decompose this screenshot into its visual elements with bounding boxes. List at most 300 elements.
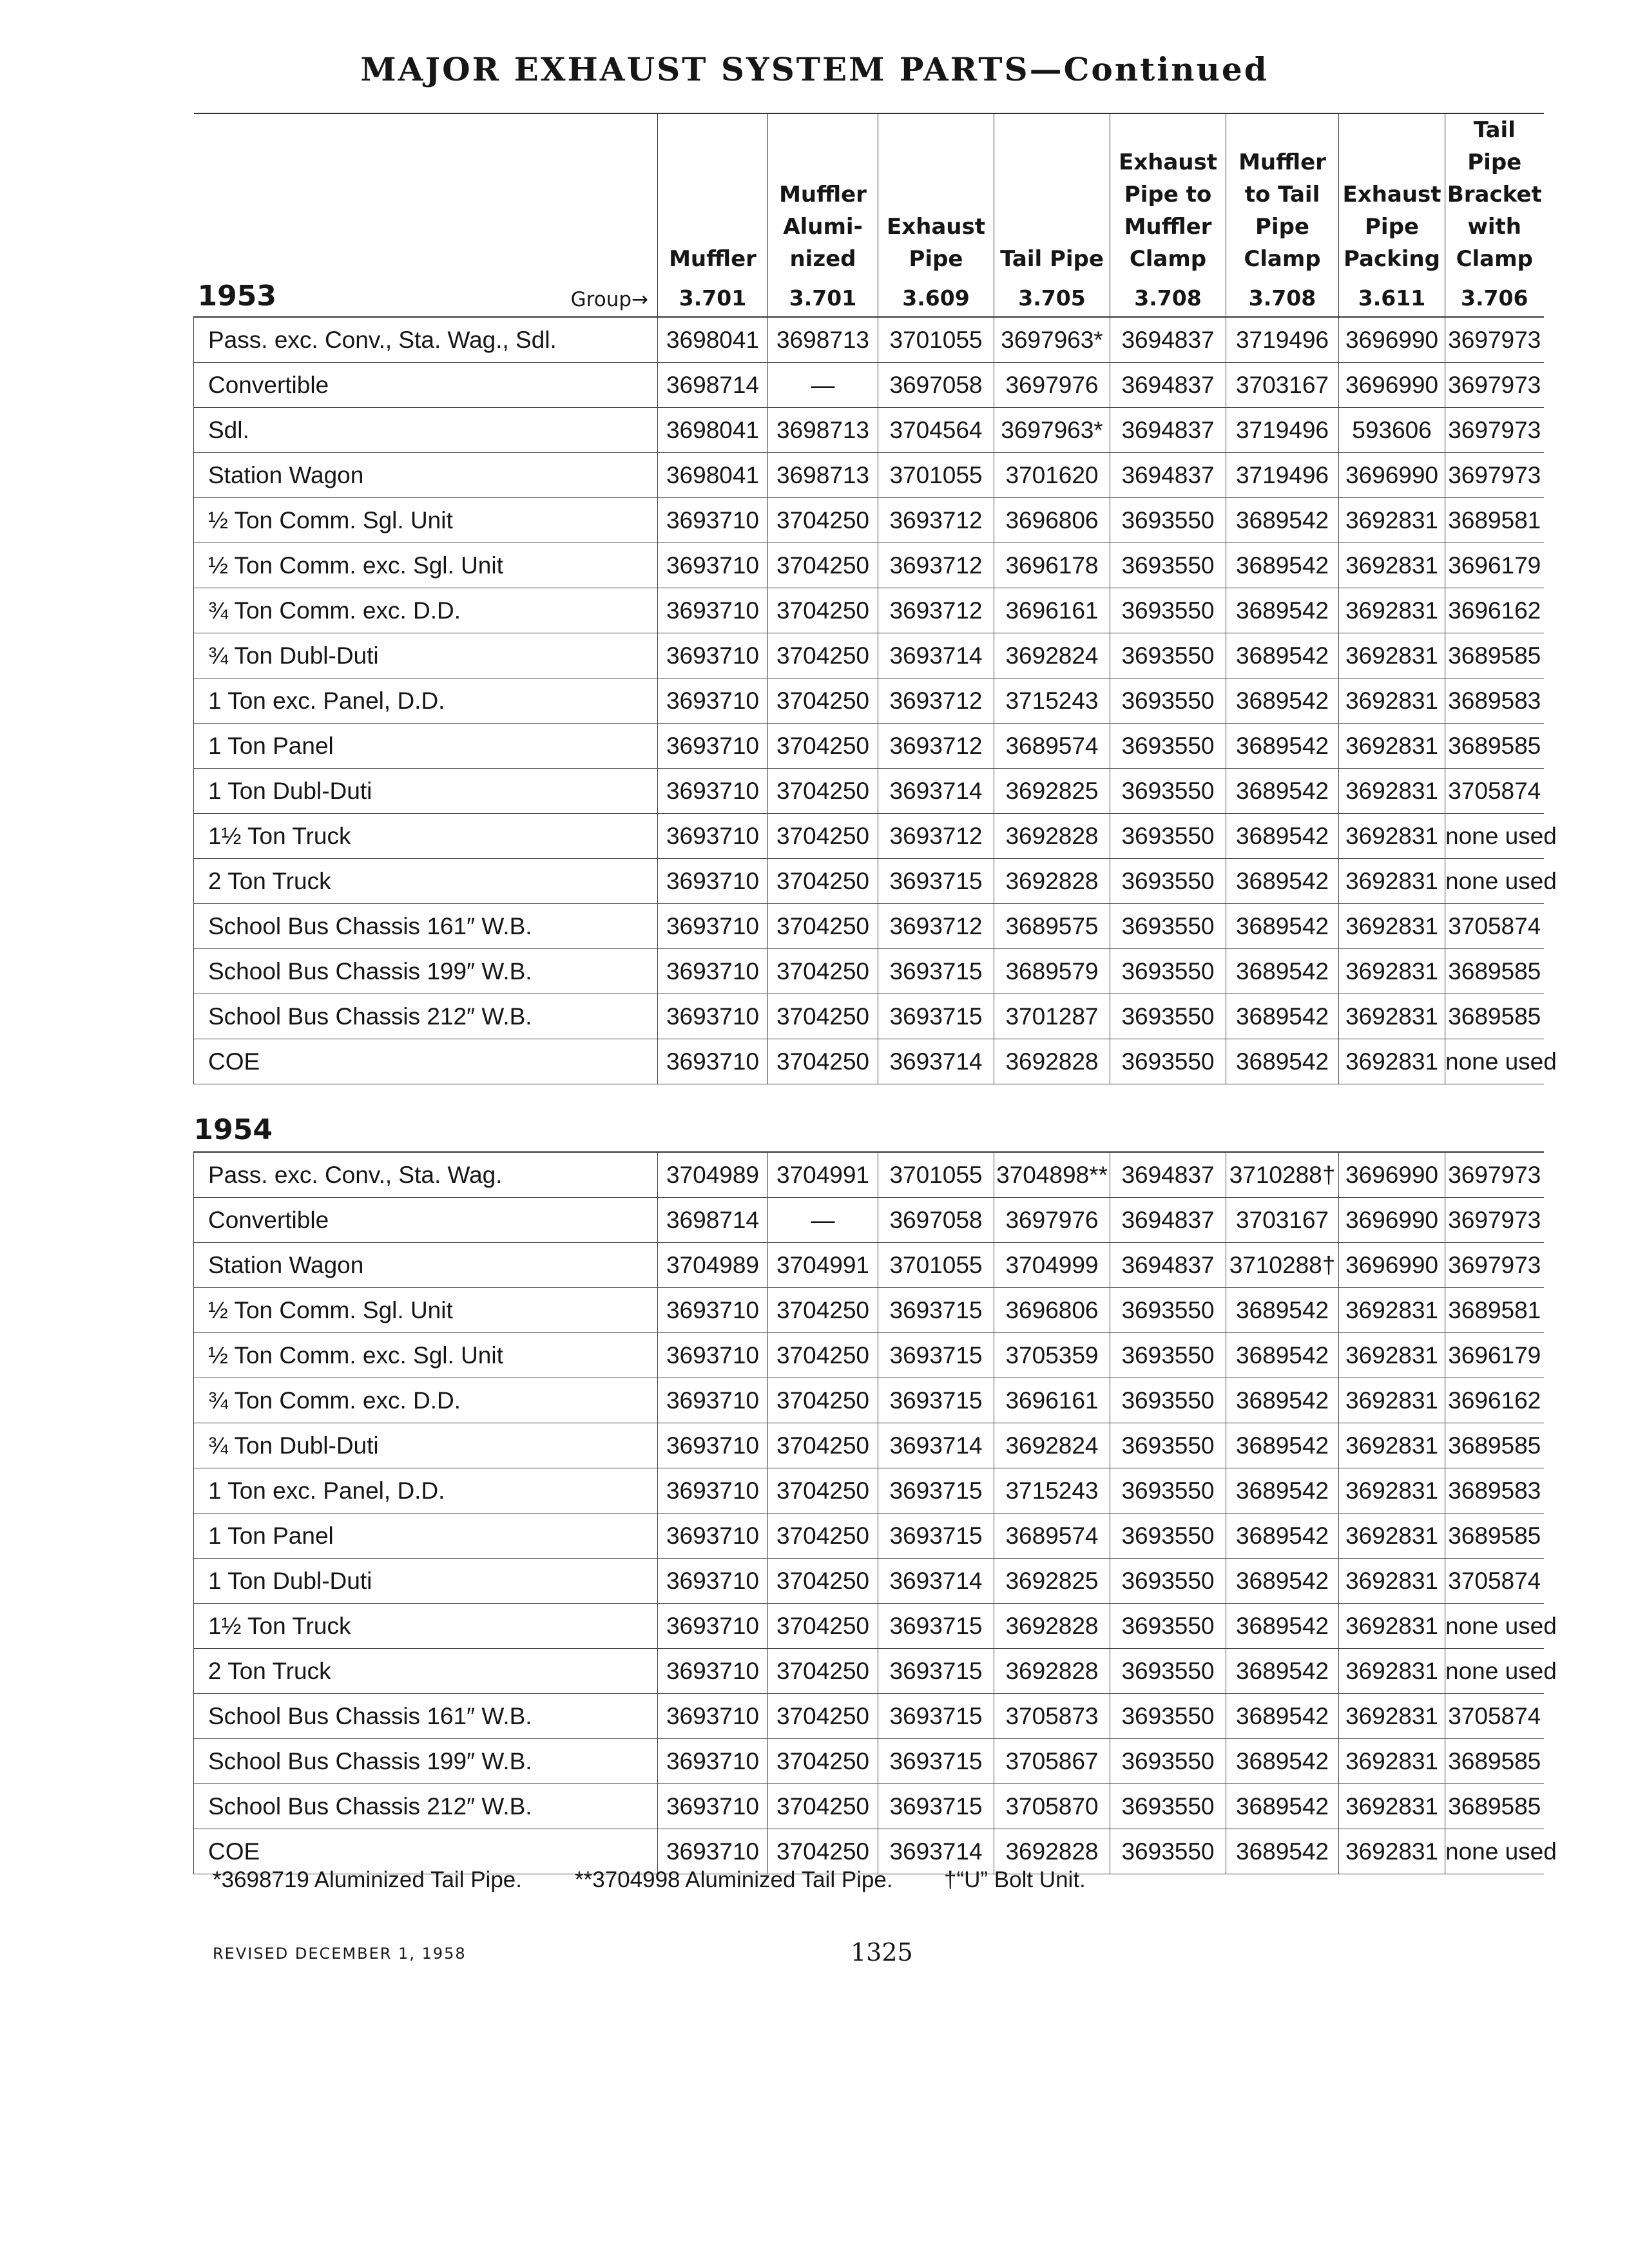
part-number: 3701620 (994, 453, 1110, 498)
model-description: Sdl. (194, 408, 658, 453)
part-number: none used (1445, 859, 1544, 904)
model-description: School Bus Chassis 212″ W.B. (194, 1784, 658, 1829)
part-number: 3693550 (1110, 1649, 1226, 1694)
part-number: 3692824 (994, 633, 1110, 678)
table-row (194, 1333, 1544, 1378)
part-number: 3689585 (1445, 1739, 1544, 1784)
part-number: 3689542 (1226, 724, 1339, 769)
table-row (194, 633, 1544, 678)
part-number: 3693712 (878, 588, 994, 633)
part-number: 3689542 (1226, 859, 1339, 904)
part-number: 3704989 (658, 1152, 768, 1198)
part-number: 3704250 (768, 1333, 878, 1378)
part-number: 3704250 (768, 633, 878, 678)
part-number: 3715243 (994, 1468, 1110, 1514)
part-number: 3705874 (1445, 769, 1544, 814)
part-number: 3693712 (878, 498, 994, 543)
part-number: 3689574 (994, 724, 1110, 769)
model-description: Pass. exc. Conv., Sta. Wag., Sdl. (194, 317, 658, 363)
part-number: 3689581 (1445, 498, 1544, 543)
part-number: 3701055 (878, 453, 994, 498)
part-number: 3697973 (1445, 1243, 1544, 1288)
year-group-cell (194, 279, 658, 317)
part-number: 3696990 (1339, 363, 1445, 408)
part-number: 3689542 (1226, 769, 1339, 814)
part-number: 3689585 (1445, 1784, 1544, 1829)
part-number: 3696179 (1445, 543, 1544, 588)
part-number: 3704250 (768, 1739, 878, 1784)
model-description: 1½ Ton Truck (194, 814, 658, 859)
part-number: 3693715 (878, 949, 994, 994)
part-number: 3692828 (994, 1039, 1110, 1084)
footnote: *3698719 Aluminized Tail Pipe. (213, 1867, 522, 1892)
part-number: none used (1445, 1039, 1544, 1084)
part-number: 3693550 (1110, 1333, 1226, 1378)
part-number: 3689542 (1226, 904, 1339, 949)
part-number: 3704250 (768, 1829, 878, 1874)
part-number: 3689579 (994, 949, 1110, 994)
part-number: 3693710 (658, 678, 768, 724)
part-number: 3704250 (768, 1468, 878, 1514)
table-row (194, 543, 1544, 588)
section-year: 1954 (193, 1113, 273, 1146)
part-number: 3692831 (1339, 1604, 1445, 1649)
footnote: †“U” Bolt Unit. (944, 1867, 1086, 1892)
part-number: 3704989 (658, 1243, 768, 1288)
part-number: 3697058 (878, 1198, 994, 1243)
table-row (194, 769, 1544, 814)
part-number: 3693710 (658, 1468, 768, 1514)
model-description: 2 Ton Truck (194, 1649, 658, 1694)
table-row (194, 1559, 1544, 1604)
part-number: 3693550 (1110, 904, 1226, 949)
model-description: ½ Ton Comm. Sgl. Unit (194, 498, 658, 543)
model-description: ¾ Ton Dubl-Duti (194, 633, 658, 678)
part-number: 3693712 (878, 904, 994, 949)
part-number: 3693550 (1110, 949, 1226, 994)
part-number: 3704898** (994, 1152, 1110, 1198)
part-number: 3689542 (1226, 1784, 1339, 1829)
part-number: 3693714 (878, 1559, 994, 1604)
part-number: 3704991 (768, 1152, 878, 1198)
part-number: 3705874 (1445, 904, 1544, 949)
part-number: 3689542 (1226, 1039, 1339, 1084)
part-number: 3696990 (1339, 317, 1445, 363)
part-number: 3704999 (994, 1243, 1110, 1288)
part-number: 3693712 (878, 814, 994, 859)
part-number: 3704250 (768, 1649, 878, 1694)
part-number: 3698714 (658, 1198, 768, 1243)
part-number: 3692831 (1339, 543, 1445, 588)
part-number: 3693715 (878, 1649, 994, 1694)
part-number: 3704250 (768, 994, 878, 1039)
part-number: 3692831 (1339, 904, 1445, 949)
part-number: 3693714 (878, 1423, 994, 1468)
part-number: 3693550 (1110, 1423, 1226, 1468)
part-number: 3692824 (994, 1423, 1110, 1468)
table-row (194, 1378, 1544, 1423)
part-number: 3693710 (658, 633, 768, 678)
part-number: — (768, 1198, 878, 1243)
group-number: 3.701 (658, 279, 768, 317)
group-row (194, 279, 1544, 317)
page-number: 1325 (851, 1938, 913, 1966)
model-description: COE (194, 1039, 658, 1084)
part-number: 3692831 (1339, 1694, 1445, 1739)
part-number: 3692831 (1339, 1468, 1445, 1514)
model-description: 1 Ton exc. Panel, D.D. (194, 1468, 658, 1514)
part-number: 3689542 (1226, 1514, 1339, 1559)
part-number: 3704250 (768, 1559, 878, 1604)
part-number: 3696178 (994, 543, 1110, 588)
part-number: 3693550 (1110, 1604, 1226, 1649)
part-number: 3697963* (994, 317, 1110, 363)
part-number: 3693715 (878, 1333, 994, 1378)
part-number: 3689585 (1445, 1514, 1544, 1559)
part-number: 3693550 (1110, 1694, 1226, 1739)
part-number: 3689542 (1226, 1378, 1339, 1423)
part-number: 3692831 (1339, 1333, 1445, 1378)
part-number: 3689542 (1226, 498, 1339, 543)
model-description: School Bus Chassis 199″ W.B. (194, 949, 658, 994)
page-title: MAJOR EXHAUST SYSTEM PARTS—Continued (360, 50, 1269, 88)
part-number: 3693550 (1110, 678, 1226, 724)
part-number: 3693710 (658, 814, 768, 859)
part-number: 3698713 (768, 408, 878, 453)
part-number: 3693710 (658, 859, 768, 904)
part-number: 3704250 (768, 543, 878, 588)
part-number: 3689583 (1445, 678, 1544, 724)
part-number: 3693550 (1110, 994, 1226, 1039)
part-number: 3697973 (1445, 317, 1544, 363)
table-row (194, 588, 1544, 633)
part-number: 3689574 (994, 1514, 1110, 1559)
part-number: 3693715 (878, 1514, 994, 1559)
part-number: 3689542 (1226, 1604, 1339, 1649)
part-number: 3704250 (768, 1378, 878, 1423)
part-number: — (768, 363, 878, 408)
model-description: Convertible (194, 1198, 658, 1243)
model-description: 2 Ton Truck (194, 859, 658, 904)
part-number: 3693710 (658, 1559, 768, 1604)
model-description: School Bus Chassis 212″ W.B. (194, 994, 658, 1039)
part-number: 3693714 (878, 1039, 994, 1084)
part-number: 3692831 (1339, 1784, 1445, 1829)
part-number: 3689581 (1445, 1288, 1544, 1333)
part-number: 3694837 (1110, 1243, 1226, 1288)
part-number: 3693715 (878, 1604, 994, 1649)
table-row (194, 1152, 1544, 1198)
part-number: 3689542 (1226, 543, 1339, 588)
model-description: 1 Ton Panel (194, 1514, 658, 1559)
part-number: 3697973 (1445, 1198, 1544, 1243)
model-description: School Bus Chassis 199″ W.B. (194, 1739, 658, 1784)
group-number: 3.611 (1339, 279, 1445, 317)
group-number: 3.609 (878, 279, 994, 317)
part-number: 3696179 (1445, 1333, 1544, 1378)
part-number: 3693715 (878, 994, 994, 1039)
part-number: 3692831 (1339, 633, 1445, 678)
part-number: 3696990 (1339, 1152, 1445, 1198)
part-number: 3693710 (658, 1604, 768, 1649)
part-number: 3693710 (658, 1514, 768, 1559)
part-number: 3693550 (1110, 769, 1226, 814)
part-number: 3704250 (768, 1694, 878, 1739)
part-number: 3693550 (1110, 1378, 1226, 1423)
part-number: 3704250 (768, 588, 878, 633)
part-number: 3689542 (1226, 1423, 1339, 1468)
model-description: 1½ Ton Truck (194, 1604, 658, 1649)
model-description: COE (194, 1829, 658, 1874)
table-row (194, 363, 1544, 408)
part-number: 3689542 (1226, 1739, 1339, 1784)
part-number: 3705873 (994, 1694, 1110, 1739)
group-number: 3.708 (1226, 279, 1339, 317)
column-header-exhaust-pipe-packing: Exhaust Pipe Packing (1339, 113, 1445, 279)
part-number: none used (1445, 1649, 1544, 1694)
model-description: School Bus Chassis 161″ W.B. (194, 904, 658, 949)
part-number: 3689542 (1226, 678, 1339, 724)
column-header-tailpipe-bracket: Tail Pipe Bracket with Clamp (1445, 113, 1544, 279)
model-description: 1 Ton Dubl-Duti (194, 1559, 658, 1604)
part-number: 3689542 (1226, 994, 1339, 1039)
part-number: 3689542 (1226, 1694, 1339, 1739)
group-number: 3.701 (768, 279, 878, 317)
table-row (194, 1514, 1544, 1559)
part-number: 3694837 (1110, 363, 1226, 408)
part-number: 3689542 (1226, 1829, 1339, 1874)
part-number: 3693550 (1110, 1039, 1226, 1084)
part-number: 3689542 (1226, 1649, 1339, 1694)
column-header-muffler-aluminized: Muffler Alumi- nized (768, 113, 878, 279)
table-row (194, 1423, 1544, 1468)
part-number: 3693715 (878, 1468, 994, 1514)
part-number: 3689585 (1445, 724, 1544, 769)
part-number: 3710288† (1226, 1152, 1339, 1198)
column-header-muffler-tailpipe-clamp: Muffler to Tail Pipe Clamp (1226, 113, 1339, 279)
part-number: 3693550 (1110, 814, 1226, 859)
model-description: ½ Ton Comm. exc. Sgl. Unit (194, 1333, 658, 1378)
group-number: 3.705 (994, 279, 1110, 317)
part-number: 3692828 (994, 859, 1110, 904)
part-number: 3698041 (658, 408, 768, 453)
part-number: 3693550 (1110, 543, 1226, 588)
part-number: 3698041 (658, 453, 768, 498)
part-number: 3704991 (768, 1243, 878, 1288)
part-number: 3693550 (1110, 588, 1226, 633)
table-row (194, 1198, 1544, 1243)
part-number: 3704250 (768, 769, 878, 814)
part-number: 3705870 (994, 1784, 1110, 1829)
revised-date: REVISED DECEMBER 1, 1958 (213, 1945, 467, 1963)
part-number: 3693710 (658, 949, 768, 994)
part-number: 3698713 (768, 317, 878, 363)
group-label: Group→ (570, 288, 648, 311)
model-description: Station Wagon (194, 453, 658, 498)
part-number: 3693710 (658, 1649, 768, 1694)
part-number: 3692825 (994, 769, 1110, 814)
part-number: 3692831 (1339, 678, 1445, 724)
part-number: 3693715 (878, 1288, 994, 1333)
model-description: 1 Ton Dubl-Duti (194, 769, 658, 814)
header-corner (194, 113, 658, 279)
part-number: 3693714 (878, 1829, 994, 1874)
part-number: 3692828 (994, 1829, 1110, 1874)
table-row (194, 1604, 1544, 1649)
part-number: 3704250 (768, 1514, 878, 1559)
part-number: 3693710 (658, 1039, 768, 1084)
part-number: 3704250 (768, 1604, 878, 1649)
part-number: 3692831 (1339, 1514, 1445, 1559)
part-number: 3693715 (878, 1739, 994, 1784)
part-number: 3704250 (768, 498, 878, 543)
part-number: 3692831 (1339, 949, 1445, 994)
part-number: 3692831 (1339, 994, 1445, 1039)
part-number: 3689585 (1445, 1423, 1544, 1468)
part-number: 3693715 (878, 859, 994, 904)
part-number: 3689542 (1226, 949, 1339, 994)
part-number: 3719496 (1226, 453, 1339, 498)
part-number: 3692828 (994, 1649, 1110, 1694)
part-number: 3693550 (1110, 859, 1226, 904)
part-number: 3705874 (1445, 1559, 1544, 1604)
part-number: 3704250 (768, 904, 878, 949)
part-number: 3697973 (1445, 453, 1544, 498)
part-number: 3696162 (1445, 588, 1544, 633)
part-number: 3692831 (1339, 1039, 1445, 1084)
part-number: 3704250 (768, 1423, 878, 1468)
part-number: 3697973 (1445, 1152, 1544, 1198)
part-number: 3693710 (658, 498, 768, 543)
part-number: 3692831 (1339, 724, 1445, 769)
table-row (194, 1468, 1544, 1514)
part-number: 3692831 (1339, 814, 1445, 859)
part-number: 3693550 (1110, 498, 1226, 543)
part-number: 3689542 (1226, 1288, 1339, 1333)
part-number: 3693710 (658, 588, 768, 633)
model-description: 1 Ton exc. Panel, D.D. (194, 678, 658, 724)
table-row (194, 724, 1544, 769)
part-number: 3693710 (658, 769, 768, 814)
model-description: Pass. exc. Conv., Sta. Wag. (194, 1152, 658, 1198)
part-number: 3693550 (1110, 633, 1226, 678)
part-number: 3693550 (1110, 1784, 1226, 1829)
part-number: 3689585 (1445, 949, 1544, 994)
part-number: 3693550 (1110, 724, 1226, 769)
table-row (194, 678, 1544, 724)
part-number: 3693710 (658, 1739, 768, 1784)
part-number: 3692831 (1339, 1829, 1445, 1874)
column-header-exhaust-muffler-clamp: Exhaust Pipe to Muffler Clamp (1110, 113, 1226, 279)
part-number: 3697976 (994, 363, 1110, 408)
table-row (194, 904, 1544, 949)
footnote: **3704998 Aluminized Tail Pipe. (575, 1867, 893, 1892)
table-row (194, 408, 1544, 453)
part-number: 3693712 (878, 678, 994, 724)
part-number: 3692825 (994, 1559, 1110, 1604)
column-header-muffler: Muffler (658, 113, 768, 279)
section-year: 1953 (197, 280, 276, 312)
part-number: 3704250 (768, 678, 878, 724)
part-number: 3693710 (658, 1829, 768, 1874)
part-number: 3694837 (1110, 1152, 1226, 1198)
section-header-cell (194, 1084, 1544, 1153)
part-number: 3689575 (994, 904, 1110, 949)
part-number: 3696990 (1339, 1198, 1445, 1243)
table-row (194, 1288, 1544, 1333)
part-number: 3693715 (878, 1378, 994, 1423)
part-number: 3701055 (878, 1152, 994, 1198)
part-number: 3693714 (878, 633, 994, 678)
part-number: 3693550 (1110, 1468, 1226, 1514)
part-number: 3698714 (658, 363, 768, 408)
part-number: 3696161 (994, 1378, 1110, 1423)
table-row (194, 1784, 1544, 1829)
part-number: 3696806 (994, 1288, 1110, 1333)
part-number: 3689542 (1226, 814, 1339, 859)
part-number: 3696806 (994, 498, 1110, 543)
part-number: 3693710 (658, 904, 768, 949)
table-row (194, 994, 1544, 1039)
part-number: 3692831 (1339, 588, 1445, 633)
part-number: 3698041 (658, 317, 768, 363)
part-number: 3693712 (878, 724, 994, 769)
part-number: 3704250 (768, 814, 878, 859)
part-number: 3696162 (1445, 1378, 1544, 1423)
part-number: 3696990 (1339, 453, 1445, 498)
model-description: ¾ Ton Dubl-Duti (194, 1423, 658, 1468)
part-number: 3692828 (994, 814, 1110, 859)
part-number: 593606 (1339, 408, 1445, 453)
part-number: 3705359 (994, 1333, 1110, 1378)
part-number: 3689583 (1445, 1468, 1544, 1514)
table-row (194, 814, 1544, 859)
part-number: 3697963* (994, 408, 1110, 453)
part-number: 3719496 (1226, 408, 1339, 453)
part-number: 3693710 (658, 1694, 768, 1739)
part-number: 3689585 (1445, 633, 1544, 678)
part-number: 3693550 (1110, 1829, 1226, 1874)
part-number: 3694837 (1110, 1198, 1226, 1243)
part-number: 3696990 (1339, 1243, 1445, 1288)
part-number: 3689585 (1445, 994, 1544, 1039)
model-description: ¾ Ton Comm. exc. D.D. (194, 588, 658, 633)
table-row (194, 949, 1544, 994)
table-row (194, 317, 1544, 363)
table-row (194, 1243, 1544, 1288)
part-number: 3719496 (1226, 317, 1339, 363)
part-number: 3693550 (1110, 1739, 1226, 1784)
part-number: 3689542 (1226, 588, 1339, 633)
part-number: 3693710 (658, 1333, 768, 1378)
part-number: 3693715 (878, 1784, 994, 1829)
model-description: ½ Ton Comm. Sgl. Unit (194, 1288, 658, 1333)
part-number: 3704250 (768, 949, 878, 994)
table-row (194, 1739, 1544, 1784)
part-number: 3694837 (1110, 317, 1226, 363)
column-header-row (194, 113, 1544, 279)
model-description: Convertible (194, 363, 658, 408)
part-number: 3689542 (1226, 1333, 1339, 1378)
part-number: 3692831 (1339, 498, 1445, 543)
part-number: 3689542 (1226, 1468, 1339, 1514)
group-number: 3.708 (1110, 279, 1226, 317)
part-number: 3692831 (1339, 1288, 1445, 1333)
part-number: 3705867 (994, 1739, 1110, 1784)
group-number: 3.706 (1445, 279, 1544, 317)
part-number: 3704250 (768, 1288, 878, 1333)
part-number: 3693710 (658, 1423, 768, 1468)
